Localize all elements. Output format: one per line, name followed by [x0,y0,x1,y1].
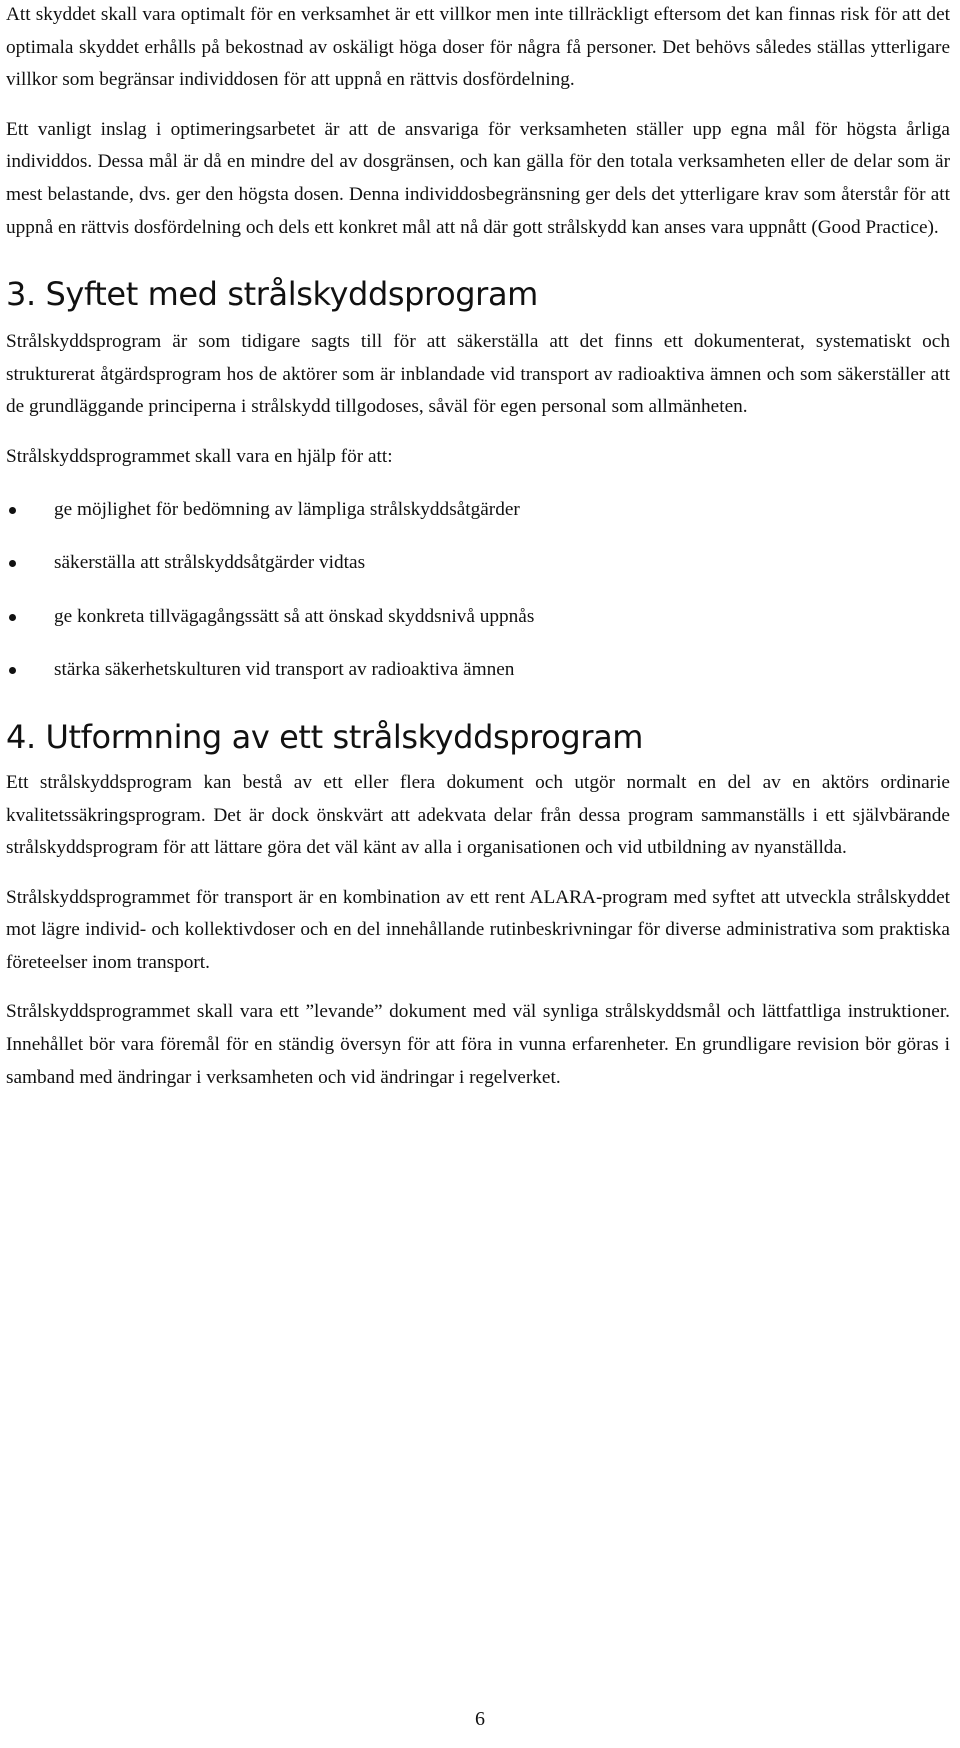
list-item [6,601,950,634]
document-page [6,0,950,1094]
bullet-icon [9,614,16,621]
list-item [6,547,950,580]
section-4-paragraph-1: Ett strålskyddsprogram kan bestå av ett eller flera dokument och utgör normalt en del av en aktörs ordinarie kvalitetssäkringsprogram. Det är dock önskvärt att adekvata delar från dessa program sammanställs i ett självbärande strålskyddsprogram för att lättare göra det väl känt av alla i organisationen och vid utbildning av nyanställda. [6,771,950,859]
page-number: 6 [475,1708,485,1730]
list-item [6,654,950,687]
section-4-heading: 4. Utformning av ett strålskyddsprogram [6,717,644,756]
bullet-icon [9,667,16,674]
list-item [6,494,950,527]
section-4-paragraph-2: Strålskyddsprogrammet för transport är en kombination av ett rent ALARA-program med syftet att utveckla strålskyddet mot lägre individ- och kollektivdoser och en del innehållande rutinbeskrivningar för diverse administrativa som praktiska företeelser inom transport. [6,886,950,973]
list-item-text: ge konkreta tillvägagångssätt så att önskad skyddsnivå uppnås [54,605,535,627]
section-3-paragraph-1: Strålskyddsprogram är som tidigare sagts till för att säkerställa att det finns ett dokumenterat, systematiskt och strukturerat åtgärdsprogram hos de aktörer som är inblandade vid transport av radioaktiva ämnen och som säkerställer att de grundläggande principerna i strålskydd tillgodoses, såväl för egen personal som allmänheten. [6,331,950,418]
bullet-icon [9,560,16,567]
list-item-text: ge möjlighet för bedömning av lämpliga strålskyddsåtgärder [54,498,520,520]
section-3-paragraph-2: Strålskyddsprogrammet skall vara en hjälp för att: [6,445,393,467]
section-3-heading: 3. Syftet med strålskyddsprogram [6,275,538,314]
bullet-icon [9,507,16,514]
list-item-text: stärka säkerhetskulturen vid transport av radioaktiva ämnen [54,659,515,681]
section-4-paragraph-3: Strålskyddsprogrammet skall vara ett ”levande” dokument med väl synliga strålskyddsmål och lättfattliga instruktioner. Innehållet bör vara föremål för en ständig översyn för att föra in vunna erfarenheter. En grundligare revision bör göras i samband med ändringar i verksamheten och vid ändringar i regelverket. [6,1001,950,1088]
section-3-bullet-list [6,494,950,687]
list-item-text: säkerställa att strålskyddsåtgärder vidtas [54,552,366,574]
intro-paragraph-1: Att skyddet skall vara optimalt för en verksamhet är ett villkor men inte tillräckligt eftersom det kan finnas risk för att det optimala skyddet erhålls på bekostnad av oskäligt höga doser för några få personer. Det behövs således ställas ytterligare villkor som begränsar individdosen för att uppnå en rättvis dosfördelning. [6,4,950,91]
intro-paragraph-2: Ett vanligt inslag i optimeringsarbetet är att de ansvariga för verksamheten ställer upp egna mål för högsta årliga individdos. Dessa mål är då en mindre del av dosgränsen, och kan gälla för den totala verksamheten eller de delar som är mest belastande, dvs. ger den högsta dosen. Denna individdosbegränsning ger dels det ytterligare krav som återstår för att uppnå en rättvis dosfördelning och dels ett konkret mål att nå där gott strålskydd kan anses vara uppnått (Good Practice). [6,118,950,238]
